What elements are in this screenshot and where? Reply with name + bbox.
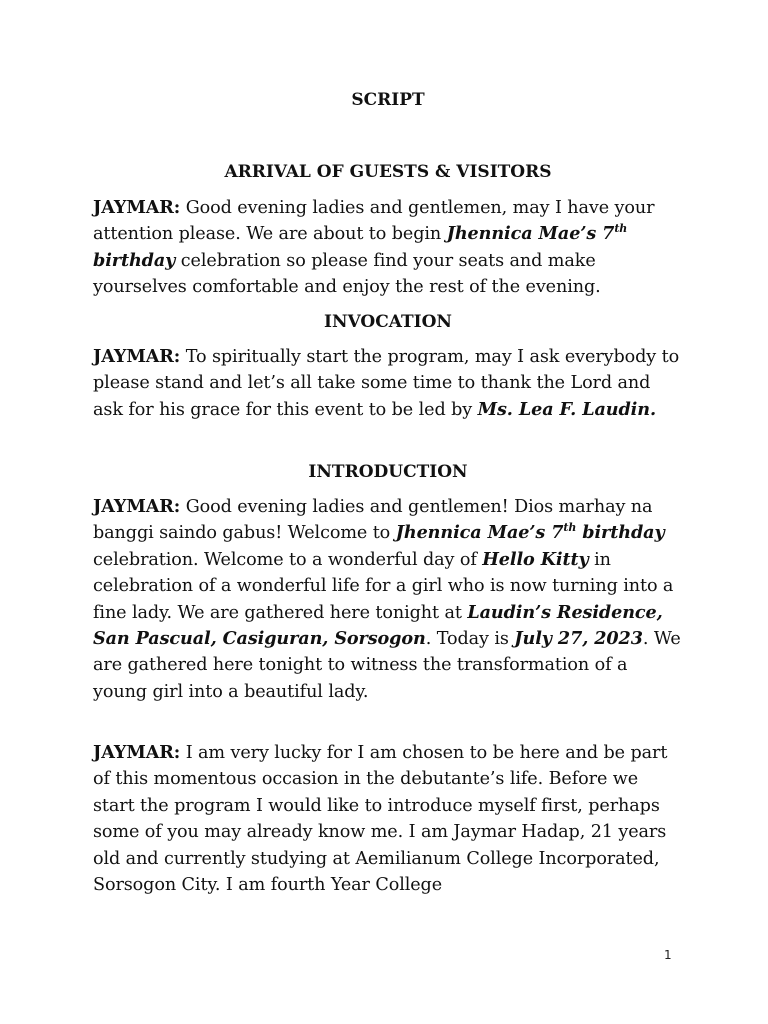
paragraph-arrival xyxy=(93,195,683,301)
speaker-label: JAYMAR: xyxy=(93,496,181,517)
section-heading-invocation: INVOCATION xyxy=(324,312,452,332)
emphasis-text: Jhennica Mae’s 7 xyxy=(446,223,615,245)
paragraph-text: celebration so please find your seats and make yourselves comfortable and enjoy the rest of the evening. xyxy=(93,250,601,298)
paragraph-invocation xyxy=(93,344,683,423)
speaker-label: JAYMAR: xyxy=(93,346,181,367)
emphasis-text: birthday xyxy=(576,522,665,544)
paragraph-text: Good evening ladies and gentlemen! Dios marhay na banggi saindo gabus! Welcome to xyxy=(93,497,653,544)
paragraph-text: To spiritually start the program, may I ask everybody to please stand and let’s all take some time to thank the Lord and ask for his grace for this event to be led by xyxy=(93,347,680,420)
paragraph-text: . We are gathered here tonight to witness the transformation of a young girl into a beautiful lady. xyxy=(93,629,681,702)
section-heading-arrival: ARRIVAL OF GUESTS & VISITORS xyxy=(224,162,552,182)
page-number: 1 xyxy=(664,948,672,962)
speaker-label: JAYMAR: xyxy=(93,197,181,218)
paragraph-text: Good evening ladies and gentlemen, may I have your attention please. We are about to begin xyxy=(93,198,655,245)
superscript-text: th xyxy=(563,521,577,535)
paragraph-text: in celebration of a wonderful life for a girl who is now turning into a fine lady. We are gathered here tonight at xyxy=(93,549,674,623)
paragraph-introduction-2 xyxy=(93,740,683,898)
document-title: SCRIPT xyxy=(351,90,425,110)
emphasis-text: July 27, 2023 xyxy=(514,628,643,650)
emphasis-text: Hello Kitty xyxy=(482,548,589,570)
paragraph-introduction-1 xyxy=(93,494,683,705)
paragraph-text: celebration. Welcome to a wonderful day of xyxy=(93,549,483,570)
emphasis-text: Jhennica Mae’s 7 xyxy=(395,522,564,544)
emphasis-text: Laudin’s Residence, San Pascual, Casiguran, Sorsogon xyxy=(93,601,663,650)
speaker-label: JAYMAR: xyxy=(93,742,181,763)
emphasis-text: Ms. Lea F. Laudin. xyxy=(477,398,656,420)
section-heading-introduction: INTRODUCTION xyxy=(308,462,468,482)
paragraph-text: . Today is xyxy=(425,629,515,650)
emphasis-text: birthday xyxy=(93,249,176,271)
paragraph-text: I am very lucky for I am chosen to be here and be part of this momentous occasion in the debutante’s life. Before we start the program I would like to introduce myself first, perhaps some of you may already know me. I am Jaymar Hadap, 21 years old and currently studying at Aemilianum College Incorporated, Sorsogon City. I am fourth Year College xyxy=(93,743,668,896)
superscript-text: th xyxy=(614,222,628,236)
